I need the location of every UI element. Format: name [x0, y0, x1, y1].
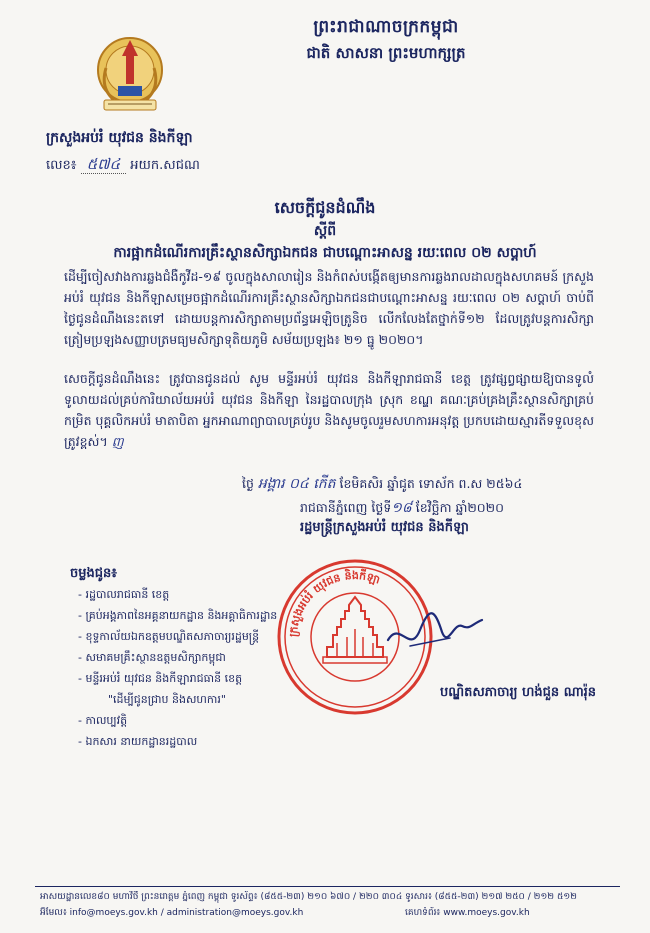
title-about: ស្តីពី [313, 223, 337, 239]
cc-item: - គ្រប់អង្គភាពនៃអគ្គនាយកដ្ឋាន និងអគ្គាធិការដ្ឋាន [78, 609, 278, 622]
solar-date-rest: ខែវិច្ឆិកា ឆ្នាំ២០២០ [415, 500, 504, 515]
cc-list [78, 584, 277, 752]
cc-item: - កាលប្បវត្តិ [78, 714, 128, 727]
ref-label: លេខ៖ [46, 158, 77, 173]
ref-code: អយក.សជណ [130, 158, 200, 173]
cc-item: - ឯកសារ នាយកដ្ឋានរដ្ឋបាល [78, 735, 198, 748]
handwritten-signature [380, 600, 490, 660]
ministry-name: ក្រសួងអប់រំ យុវជន និងកីឡា [46, 130, 193, 146]
cc-item: - សមាគមគ្រឹះស្ថានឧត្តមសិក្សាកម្ពុជា [78, 651, 226, 664]
lunar-date-rest: ខែមិគសិរ ឆ្នាំជូត ទោស័ក ព.ស ២៥៦៤ [339, 476, 523, 491]
signatory-title: រដ្ឋមន្ត្រីក្រសួងអប់រំ យុវជន និងកីឡា [300, 520, 469, 535]
solar-date-prefix: រាជធានីភ្នំពេញ ថ្ងៃទី [300, 500, 392, 515]
seal-text: ក្រសួងអប់រំ យុវជន និងកីឡា [286, 568, 382, 638]
body-paragraph-1: ដើម្បីចៀសវាងការឆ្លងជំងឺកូវីដ-១៩ ចូលក្នុងសាលារៀន និងកំពស់បង្កើតឲ្យមានការឆ្លងរាលដាលក្នុងសហគមន៍ ក្រសួងអប់រំ យុវជន និងកីឡាសម្រេចផ្អាកដំណើរការគ្រឹះស្ថានសិក្សាឯកជនជាបណ្តោះអាសន្ន រយៈពេល ០២ សប្តាហ៍ ចាប់ពីថ្ងៃជូនដំណឹងនេះតទៅ ដោយបន្តការសិក្សាតាមប្រព័ន្ធអេឡិចត្រូនិច លើកលែងតែថ្នាក់ទី១២ ដែលត្រូវបន្តការសិក្សាត្រៀមប្រឡងសញ្ញាបត្រមធ្យមសិក្សាទុតិយភូមិ សម័យប្រឡង៖ ២១ ធ្នូ ២០២០។ [64, 269, 594, 347]
document-subject: ការផ្អាកដំណើរការគ្រឹះស្ថានសិក្សាឯកជន ជាបណ្តោះអាសន្ន រយៈពេល ០២ សប្តាហ៍ [113, 245, 537, 261]
footer-address: អាសយដ្ឋានលេខ៨០ មហាវិថី ព្រះនរោត្តម ភ្នំពេញ កម្ពុជា ទូរស័ព្ទ៖ (៨៥៥-២៣) ២១០ ៦៧០ / ២២០ ៣០៤ ទូរសារ៖ (៨៥៥-២៣) ២១៧ ២៥០ / ២១២ ៥១២ [40, 892, 577, 902]
ref-number: ៥៧៤ [81, 155, 127, 174]
reference-number [46, 155, 200, 177]
footer-divider [35, 886, 620, 887]
cc-item: - រដ្ឋបាលរាជធានី ខេត្ត [78, 588, 170, 601]
body-paragraph-2-text: សេចក្តីជូនដំណឹងនេះ ត្រូវបានជូនដល់ សូម មន្ទីរអប់រំ យុវជន និងកីឡារាជធានី ខេត្ត ត្រូវផ្សព្វផ្សាយឱ្យបានទូលំទូលាយដល់គ្រប់ការិយាល័យអប់រំ យុវជន និងកីឡា នៃរដ្ឋបាលក្រុង ស្រុក ខណ្ឌ គណៈគ្រប់គ្រងគ្រឹះស្ថានសិក្សាគ្រប់កម្រិត បុគ្គលិកអប់រំ មាតាបិតា អ្នកអាណាព្យាបាលគ្រប់រូប និងសូមចូលរួមសហការអនុវត្ត ប្រកបដោយស្មារតីទទួលខុសត្រូវខ្ពស់។ [64, 371, 594, 449]
cc-item: - មន្ទីរអប់រំ យុវជន និងកីឡារាជធានី ខេត្ត [78, 672, 243, 685]
body-paragraph-2 [64, 368, 594, 452]
national-motto: ជាតិ សាសនា ព្រះមហាក្សត្រ [306, 44, 466, 62]
lunar-date-handwritten: អង្គារ ០៤ កើត [257, 476, 336, 492]
solar-date-day: ១៨ [391, 500, 412, 516]
solar-date [300, 498, 630, 519]
footer-contacts [40, 907, 630, 920]
ministry-emblem-icon [90, 28, 170, 120]
cc-heading: ចម្លងជូន៖ [70, 566, 117, 581]
signatory-name: បណ្ឌិតសភាចារ្យ ហង់ជួន ណារ៉ុន [440, 685, 597, 700]
cc-item-note: "ដើម្បីជូនជ្រាប និងសហការ" [108, 693, 226, 706]
lunar-date-prefix: ថ្ងៃ [242, 476, 254, 491]
handwritten-initials: ញ [111, 434, 124, 449]
kingdom-heading: ព្រះរាជាណាចក្រកម្ពុជា [313, 17, 459, 37]
cc-item: - ខុទ្ទកាល័យឯកឧត្តមបណ្ឌិតសភាចារ្យរដ្ឋមន្ត្រី [78, 630, 260, 643]
footer-email: អ៊ីមែល៖ info@moeys.gov.kh / administration@moeys.gov.kh [40, 908, 304, 918]
footer-website: គេហទំព័រ៖ www.moeys.gov.kh [405, 908, 530, 918]
document-title: សេចក្តីជូនដំណឹង [274, 198, 376, 217]
svg-text:ក្រសួងអប់រំ យុវជន និងកីឡា [287, 568, 382, 637]
lunar-date [242, 474, 622, 495]
